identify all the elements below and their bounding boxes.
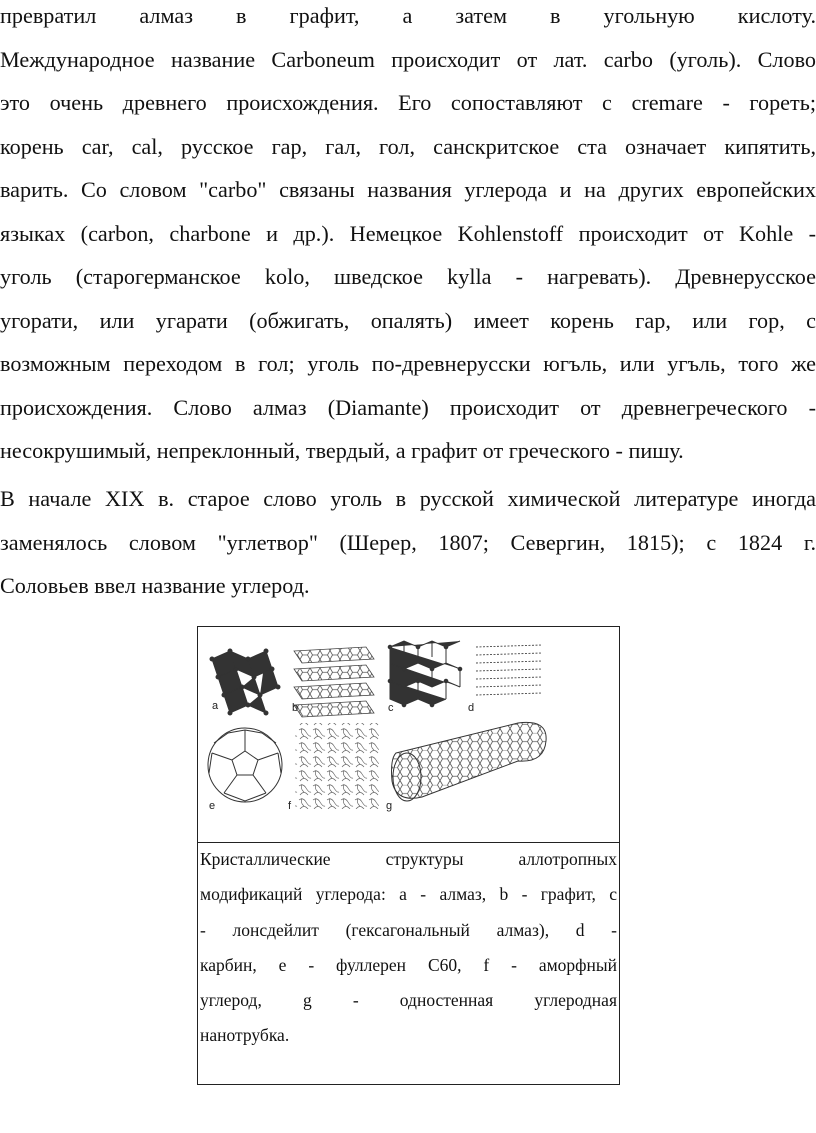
text-line: несокрушимый, непреклонный, твердый, а графит от греческого - пишу. [0, 438, 684, 463]
text-line: происхождения. Слово алмаз (Diamante) происходит от древнегреческого - [0, 394, 816, 420]
panel-label-c: c [388, 702, 394, 714]
text-line: заменялось словом "углетвор" (Шерер, 1807; Севергин, 1815); с 1824 г. [0, 529, 816, 555]
carbon-allotropes-illustration [200, 629, 548, 815]
caption-line: нанотрубка. [200, 1025, 290, 1046]
text-line: Соловьев ввел название углерод. [0, 573, 310, 598]
text-line: уголь (старогерманское kolo, шведское kylla - нагревать). Древнерусское [0, 264, 816, 289]
fullerene-structure [208, 728, 282, 802]
caption-line: карбин, e - фуллерен С60, f - аморфный [200, 954, 617, 975]
text-line: угорати, или угарати (обжигать, опалять) имеет корень гар, или гор, с [0, 307, 816, 333]
nanotube-structure [392, 722, 547, 801]
panel-label-b: b [292, 702, 299, 714]
caption-line: модификаций углерода: а - алмаз, b - графит, c [200, 884, 617, 905]
panel-label-f: f [288, 800, 292, 812]
carbyne-structure [476, 645, 542, 695]
text-line: Международное название Carboneum происходит от лат. carbo (уголь). Слово [0, 46, 816, 72]
caption-line: - лонсдейлит (гексагональный алмаз), d - [200, 919, 617, 940]
text-line: корень car, cal, русское гар, гал, гол, санскритское ста означает кипятить, [0, 133, 816, 159]
panel-label-e: e [209, 800, 216, 812]
text-line: языках (carbon, charbone и др.). Немецкое Kohlenstoff происходит от Kohle - [0, 220, 816, 246]
caption-line: Кристаллические структуры аллотропных [200, 849, 617, 869]
caption-line: углерод, g - одностенная углеродная [200, 990, 617, 1011]
text-line: превратил алмаз в графит, а затем в угольную кислоту. [0, 3, 816, 28]
text-line: это очень древнего происхождения. Его сопоставляют с cremare - гореть; [0, 90, 816, 115]
panel-label-d: d [468, 702, 475, 714]
panel-label-g: g [386, 800, 393, 812]
panel-label-a: a [212, 700, 219, 712]
text-line: В начале XIX в. старое слово уголь в русской химической литературе иногда [0, 486, 816, 511]
text-line: возможным переходом в гол; уголь по-древнерусски югъль, или угъль, того же [0, 351, 816, 376]
allotropes-figure [197, 626, 620, 1085]
paragraph-etymology [0, 0, 816, 473]
graphite-structure [294, 647, 374, 717]
amorphous-carbon-structure [295, 723, 379, 809]
figure-caption [200, 842, 617, 1054]
lonsdaleite-structure [388, 641, 462, 707]
paragraph-history [0, 477, 816, 608]
diamond-structure [210, 649, 280, 715]
text-line: варить. Со словом "carbo" связаны названия углерода и на других европейских [0, 177, 816, 202]
